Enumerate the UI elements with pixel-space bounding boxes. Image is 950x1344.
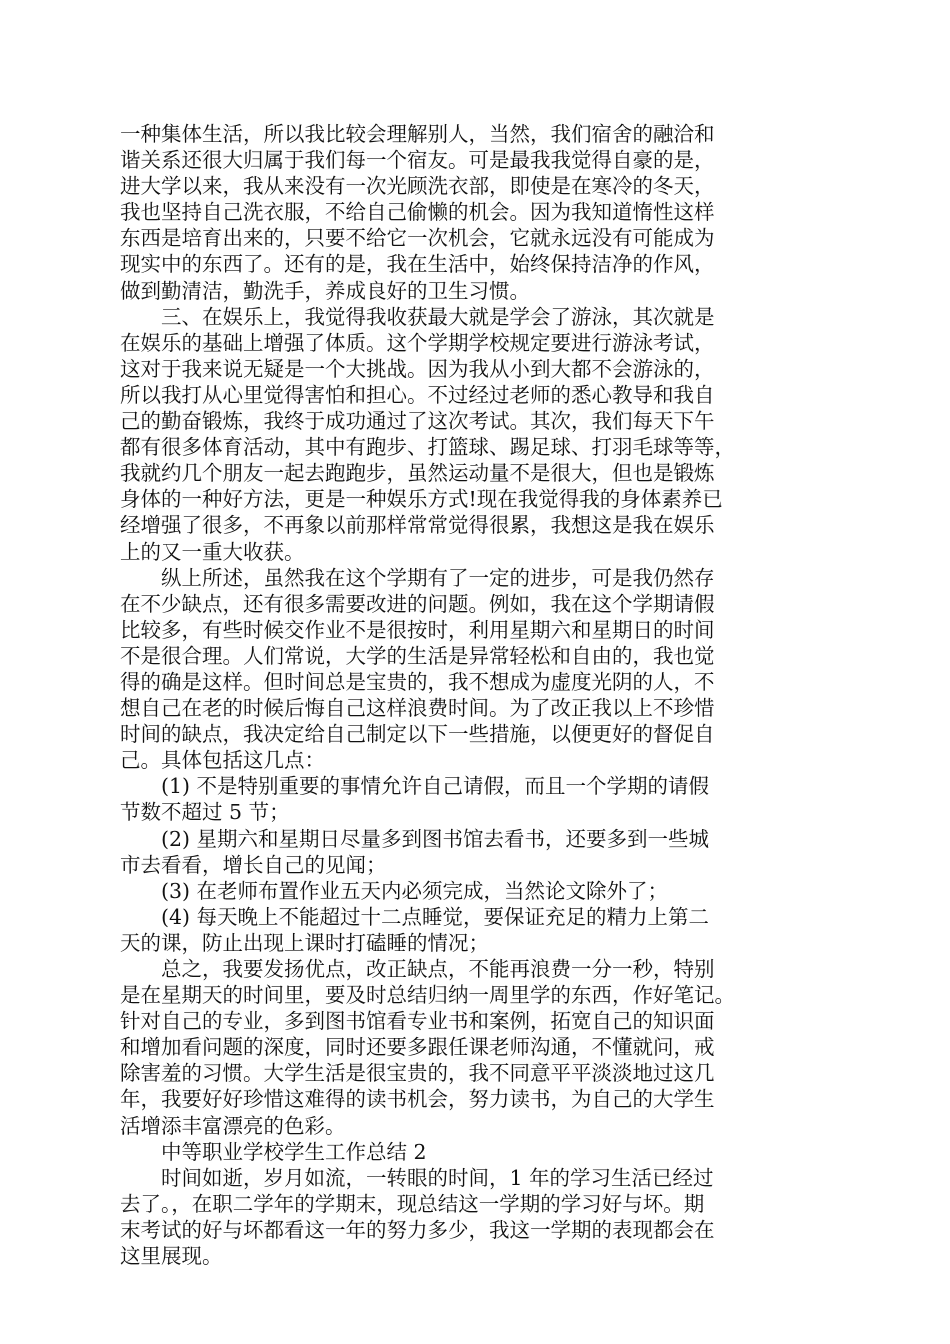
section-title: 中等职业学校学生工作总结 2 — [161, 1139, 427, 1164]
list-item-1: (1) 不是特别重要的事情允许自己请假，而且一个学期的请假 节数不超过 5 节； — [120, 774, 710, 825]
paragraph-summary-shortcomings: 纵上所述，虽然我在这个学期有了一定的进步，可是我仍然存 在不少缺点，还有很多需要改进的问题。例如，我在这个学期请假 比较多，有些时候交作业不是很按时，利用星期六和星期日的时间 不是很合理。人们常说，大学的生活是异常轻松和自由的，我也觉 得的确是这样。但时间总是宝贵的，我不想成为虚度光阴的人，不 想自己在老的时候后悔自己这样浪费时间。为了改正我以上不珍惜 时间的缺点，我决定给自己制定以下一些措施，以便更好的督促自 己。具体包括这几点： — [120, 565, 715, 773]
paragraph-section2-intro: 时间如逝，岁月如流，一转眼的时间，1 年的学习生活已经过 去了。，在职二学年的学期末，现总结这一学期的学习好与坏。期 末考试的好与坏都看这一年的努力多少，我这一学期的表现都会在 这里展现。 — [120, 1165, 715, 1269]
paragraph-dorm-life: 一种集体生活，所以我比较会理解别人，当然，我们宿舍的融洽和 谐关系还很大归属于我们每一个宿友。可是最我我觉得自豪的是， 进大学以来，我从来没有一次光顾洗衣部，即使是在寒冷的冬天， 我也坚持自己洗衣服，不给自己偷懒的机会。因为我知道惰性这样 东西是培育出来的，只要不给它一次机会，它就永远没有可能成为 现实中的东西了。还有的是，我在生活中，始终保持洁净的作风， 做到勤清洁，勤洗手，养成良好的卫生习惯。 — [120, 122, 715, 303]
document-body — [120, 121, 840, 1269]
paragraph-conclusion: 总之，我要发扬优点，改正缺点，不能再浪费一分一秒，特别 是在星期天的时间里，要及时总结归纳一周里学的东西，作好笔记。 针对自己的专业，多到图书馆看专业书和案例，拓宽自己的知识面 和增加看问题的深度，同时还要多跟任课老师沟通，不懂就问，戒 除害羞的习惯。大学生活是很宝贵的，我不同意平平淡淡地过这几 年，我要好好珍惜这难得的读书机会，努力读书，为自己的大学生 活增添丰富漂亮的色彩。 — [120, 957, 735, 1138]
list-item-4: (4) 每天晚上不能超过十二点睡觉，要保证充足的精力上第二 天的课，防止出现上课时打磕睡的情况； — [120, 904, 710, 955]
paragraph-entertainment: 三、在娱乐上，我觉得我收获最大就是学会了游泳，其次就是 在娱乐的基础上增强了体质。这个学期学校规定要进行游泳考试， 这对于我来说无疑是一个大挑战。因为我从小到大都不会游泳的， 所以我打从心里觉得害怕和担心。不过经过老师的悉心教导和我自 己的勤奋锻炼，我终于成功通过了这次考试。其次，我们每天下午 都有很多体育活动，其中有跑步、打篮球、踢足球、打羽毛球等等， 我就约几个朋友一起去跑跑步，虽然运动量不是很大，但也是锻炼 身体的一种好方法，更是一种娱乐方式!现在我觉得我的身体素养已 经增强了很多，不再象以前那样常常觉得很累，我想这是我在娱乐 上的又一重大收获。 — [120, 304, 735, 564]
list-item-3: (3) 在老师布置作业五天内必须完成，当然论文除外了； — [161, 878, 669, 903]
list-item-2: (2) 星期六和星期日尽量多到图书馆去看书，还要多到一些城 市去看看，增长自己的见闻； — [120, 826, 710, 877]
